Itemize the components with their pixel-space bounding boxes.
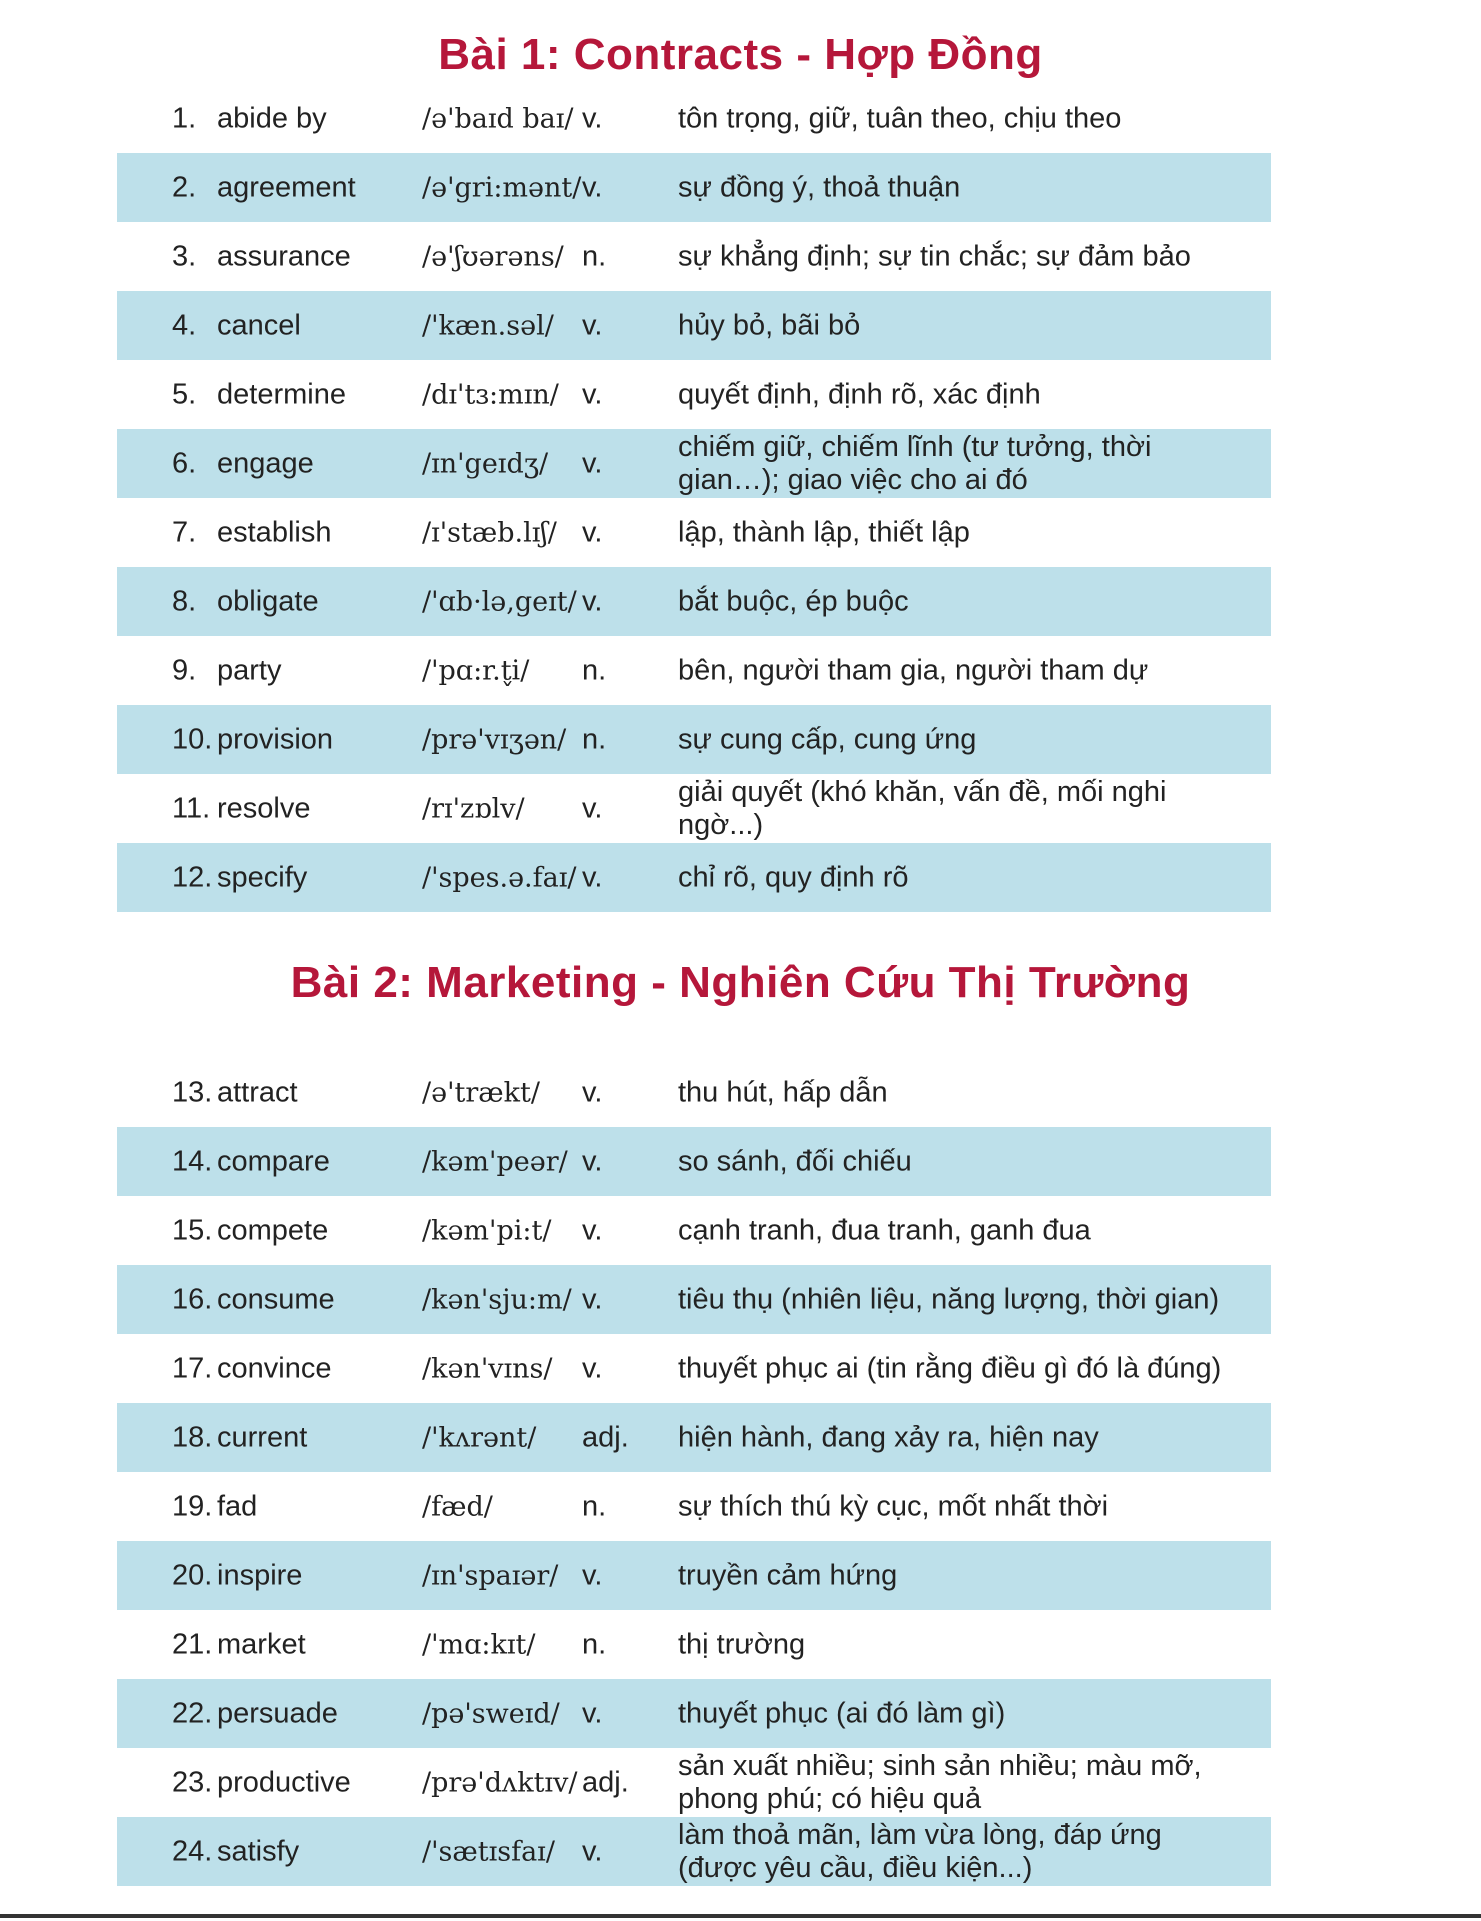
vocab-row xyxy=(117,1265,1271,1334)
english-word: inspire xyxy=(217,1559,303,1591)
vietnamese-meaning: truyền cảm hứng xyxy=(678,1559,898,1591)
item-number: 2. xyxy=(172,171,197,203)
english-word: market xyxy=(217,1628,306,1660)
part-of-speech: n. xyxy=(582,240,607,272)
vietnamese-meaning: tôn trọng, giữ, tuân theo, chịu theo xyxy=(678,102,1122,134)
pronunciation: /kəm'pi:t/ xyxy=(422,1215,552,1246)
vocab-row xyxy=(117,1610,1271,1679)
english-word: current xyxy=(217,1421,308,1453)
item-number: 6. xyxy=(172,447,197,479)
english-word: cancel xyxy=(217,309,301,341)
item-number: 14. xyxy=(172,1145,213,1177)
item-number: 7. xyxy=(172,516,197,548)
pronunciation: /kən'vɪns/ xyxy=(422,1353,553,1384)
item-number: 11. xyxy=(172,792,211,824)
vocab-row xyxy=(117,84,1271,153)
lesson2-title: Bài 2: Marketing - Nghiên Cứu Thị Trường xyxy=(290,958,1191,1007)
pronunciation: /fæd/ xyxy=(422,1491,493,1522)
part-of-speech: adj. xyxy=(582,1421,629,1453)
item-number: 16. xyxy=(172,1283,213,1315)
pronunciation: /'ɑb·lə,geɪt/ xyxy=(422,586,577,617)
vietnamese-meaning: hiện hành, đang xảy ra, hiện nay xyxy=(678,1421,1099,1453)
lesson2-vocab-table xyxy=(117,1058,1271,1886)
part-of-speech: v. xyxy=(582,447,603,479)
english-word: determine xyxy=(217,378,346,410)
english-word: obligate xyxy=(217,585,319,617)
vocab-row xyxy=(117,843,1271,912)
vocab-row xyxy=(117,774,1271,843)
part-of-speech: v. xyxy=(582,861,603,893)
pronunciation: /ɪn'geɪdʒ/ xyxy=(422,448,549,479)
item-number: 22. xyxy=(172,1697,213,1729)
vocab-row xyxy=(117,1472,1271,1541)
item-number: 20. xyxy=(172,1559,213,1591)
vietnamese-meaning: sản xuất nhiều; sinh sản nhiều; màu mỡ, phong phú; có hiệu quả xyxy=(678,1749,1202,1815)
english-word: assurance xyxy=(217,240,351,272)
lesson1-title: Bài 1: Contracts - Hợp Đồng xyxy=(438,30,1043,79)
pronunciation: /ɪ'stæb.lɪʃ/ xyxy=(422,517,557,548)
pronunciation: /ə'trækt/ xyxy=(422,1077,540,1108)
vietnamese-meaning: quyết định, định rõ, xác định xyxy=(678,378,1041,410)
vietnamese-meaning: cạnh tranh, đua tranh, ganh đua xyxy=(678,1214,1091,1246)
item-number: 9. xyxy=(172,654,197,686)
pronunciation: /ə'ʃʊərəns/ xyxy=(422,241,564,272)
vietnamese-meaning: làm thoả mãn, làm vừa lòng, đáp ứng (được yêu cầu, điều kiện...) xyxy=(678,1818,1162,1884)
vietnamese-meaning: tiêu thụ (nhiên liệu, năng lượng, thời gian) xyxy=(678,1283,1220,1315)
vietnamese-meaning: thu hút, hấp dẫn xyxy=(678,1076,888,1108)
part-of-speech: n. xyxy=(582,654,607,686)
part-of-speech: adj. xyxy=(582,1766,629,1798)
part-of-speech: v. xyxy=(582,1352,603,1384)
vocab-row xyxy=(117,429,1271,498)
english-word: provision xyxy=(217,723,334,755)
vietnamese-meaning: so sánh, đối chiếu xyxy=(678,1145,912,1177)
english-word: engage xyxy=(217,447,314,479)
pronunciation: /prə'dʌktɪv/ xyxy=(422,1767,578,1798)
part-of-speech: v. xyxy=(582,516,603,548)
part-of-speech: v. xyxy=(582,378,603,410)
vocab-row xyxy=(117,153,1271,222)
vocab-row xyxy=(117,1196,1271,1265)
item-number: 19. xyxy=(172,1490,213,1522)
part-of-speech: n. xyxy=(582,1628,607,1660)
vietnamese-meaning: hủy bỏ, bãi bỏ xyxy=(678,309,861,341)
vocab-row xyxy=(117,567,1271,636)
english-word: specify xyxy=(217,861,308,893)
vocab-row xyxy=(117,1058,1271,1127)
english-word: satisfy xyxy=(217,1835,300,1867)
part-of-speech: v. xyxy=(582,1835,603,1867)
english-word: persuade xyxy=(217,1697,338,1729)
english-word: attract xyxy=(217,1076,298,1108)
vietnamese-meaning: bắt buộc, ép buộc xyxy=(678,585,909,617)
item-number: 21. xyxy=(172,1628,213,1660)
item-number: 8. xyxy=(172,585,197,617)
vietnamese-meaning: sự thích thú kỳ cục, mốt nhất thời xyxy=(678,1490,1109,1522)
pronunciation: /'kæn.səl/ xyxy=(422,310,554,341)
part-of-speech: v. xyxy=(582,102,603,134)
item-number: 18. xyxy=(172,1421,213,1453)
vocab-row xyxy=(117,1817,1271,1886)
item-number: 3. xyxy=(172,240,197,272)
english-word: productive xyxy=(217,1766,351,1798)
vocab-row xyxy=(117,291,1271,360)
item-number: 23. xyxy=(172,1766,213,1798)
english-word: compare xyxy=(217,1145,330,1177)
english-word: resolve xyxy=(217,792,311,824)
english-word: abide by xyxy=(217,102,327,134)
item-number: 17. xyxy=(172,1352,213,1384)
pronunciation: /'sætɪsfaɪ/ xyxy=(422,1836,555,1867)
vietnamese-meaning: sự đồng ý, thoả thuận xyxy=(678,171,961,203)
part-of-speech: v. xyxy=(582,1697,603,1729)
vocab-row xyxy=(117,1679,1271,1748)
vocab-row xyxy=(117,1127,1271,1196)
pronunciation: /kən'sju:m/ xyxy=(422,1284,572,1315)
pronunciation: /kəm'peər/ xyxy=(422,1146,568,1177)
english-word: party xyxy=(217,654,282,686)
part-of-speech: v. xyxy=(582,1145,603,1177)
pronunciation: /'spes.ə.faɪ/ xyxy=(422,862,577,893)
vietnamese-meaning: sự cung cấp, cung ứng xyxy=(678,723,977,755)
vocab-row xyxy=(117,1541,1271,1610)
pronunciation: /ɪn'spaɪər/ xyxy=(422,1560,559,1591)
vocab-row xyxy=(117,360,1271,429)
vocab-row xyxy=(117,1403,1271,1472)
vietnamese-meaning: thuyết phục ai (tin rằng điều gì đó là đúng) xyxy=(678,1352,1222,1384)
pronunciation: /rɪ'zɒlv/ xyxy=(422,793,525,824)
english-word: agreement xyxy=(217,171,356,203)
part-of-speech: n. xyxy=(582,1490,607,1522)
pronunciation: /ə'gri:mənt/ xyxy=(422,172,582,203)
part-of-speech: v. xyxy=(582,1214,603,1246)
part-of-speech: v. xyxy=(582,792,603,824)
item-number: 12. xyxy=(172,861,213,893)
vocab-row xyxy=(117,498,1271,567)
item-number: 15. xyxy=(172,1214,213,1246)
item-number: 5. xyxy=(172,378,197,410)
bottom-divider xyxy=(0,1914,1481,1918)
item-number: 24. xyxy=(172,1835,213,1867)
vocab-row xyxy=(117,705,1271,774)
vietnamese-meaning: sự khẳng định; sự tin chắc; sự đảm bảo xyxy=(678,240,1191,272)
pronunciation: /pə'sweɪd/ xyxy=(422,1698,560,1729)
english-word: convince xyxy=(217,1352,332,1384)
vietnamese-meaning: thuyết phục (ai đó làm gì) xyxy=(678,1697,1006,1729)
vietnamese-meaning: chiếm giữ, chiếm lĩnh (tư tưởng, thời gian…); giao việc cho ai đó xyxy=(678,430,1152,496)
part-of-speech: n. xyxy=(582,723,607,755)
vocab-row xyxy=(117,1748,1271,1817)
item-number: 1. xyxy=(172,102,197,134)
vocab-row xyxy=(117,1334,1271,1403)
english-word: consume xyxy=(217,1283,335,1315)
pronunciation: /dɪ'tɜ:mɪn/ xyxy=(422,379,559,410)
pronunciation: /'mɑ:kɪt/ xyxy=(422,1629,536,1660)
part-of-speech: v. xyxy=(582,171,603,203)
part-of-speech: v. xyxy=(582,585,603,617)
part-of-speech: v. xyxy=(582,1076,603,1108)
pronunciation: /'pɑ:r.t̬i/ xyxy=(422,655,530,686)
vietnamese-meaning: thị trường xyxy=(678,1628,806,1660)
english-word: compete xyxy=(217,1214,329,1246)
part-of-speech: v. xyxy=(582,309,603,341)
lesson1-vocab-table xyxy=(117,84,1271,912)
vietnamese-meaning: giải quyết (khó khăn, vấn đề, mối nghi ngờ...) xyxy=(678,775,1167,841)
english-word: establish xyxy=(217,516,332,548)
item-number: 4. xyxy=(172,309,197,341)
english-word: fad xyxy=(217,1490,258,1522)
vietnamese-meaning: chỉ rõ, quy định rõ xyxy=(678,861,909,893)
vietnamese-meaning: bên, người tham gia, người tham dự xyxy=(678,654,1149,686)
pronunciation: /ə'baɪd baɪ/ xyxy=(422,103,574,134)
pronunciation: /prə'vɪʒən/ xyxy=(422,724,567,755)
part-of-speech: v. xyxy=(582,1559,603,1591)
vocab-row xyxy=(117,222,1271,291)
item-number: 13. xyxy=(172,1076,213,1108)
vietnamese-meaning: lập, thành lập, thiết lập xyxy=(678,516,970,548)
pronunciation: /'kʌrənt/ xyxy=(422,1422,537,1453)
vocab-row xyxy=(117,636,1271,705)
part-of-speech: v. xyxy=(582,1283,603,1315)
item-number: 10. xyxy=(172,723,213,755)
